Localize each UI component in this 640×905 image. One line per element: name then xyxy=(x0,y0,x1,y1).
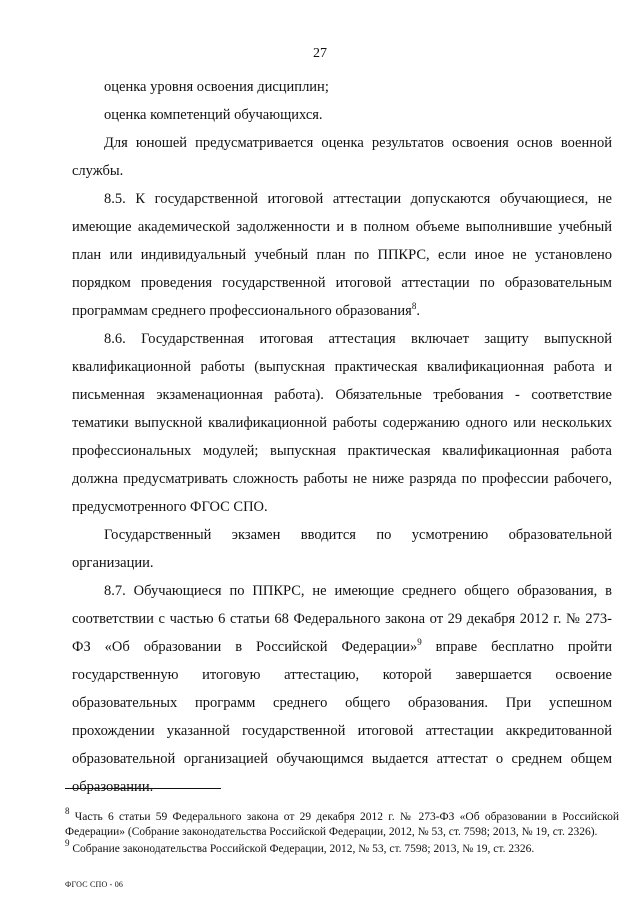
paragraph-military-service: Для юношей предусматривается оценка результатов освоения основ военной службы. xyxy=(72,135,612,179)
footnote-9-number: 9 xyxy=(65,838,70,848)
footnote-ref-9[interactable]: 9 xyxy=(417,637,422,647)
paragraph-8-6: 8.6. Государственная итоговая аттестация включает защиту выпускной квалификационной работы (выпускная практическая квалификационная работа и письменная экзаменационная работа). Обязательные требования - соответствие тематики выпускной квалификационной работы содержанию одного или нескольких профессиональных модулей; выпускная практическая квалификационная работа должна предусматривать сложность работы не ниже разряда по профессии рабочего, предусмотренного ФГОС СПО. xyxy=(72,331,612,515)
paragraph-competence-assessment: оценка компетенций обучающихся. xyxy=(104,107,323,123)
paragraph-8-7-start: 8.7. Обучающиеся по ППКРС, не имеющие среднего общего образования, в соответствии с частью 6 статьи 68 Федерального закона от 29 декабря 2012 г. № 273-ФЗ «Об образовании в Российской Федерации» xyxy=(72,583,612,655)
page-number: 27 xyxy=(313,46,327,61)
footnote-ref-8[interactable]: 8 xyxy=(411,301,417,311)
paragraph-discipline-assessment: оценка уровня освоения дисциплин; xyxy=(104,79,329,95)
footnote-9 xyxy=(65,838,619,857)
footnote-8-number: 8 xyxy=(65,806,70,816)
paragraph-8-5 xyxy=(72,185,612,325)
paragraph-state-exam: Государственный экзамен вводится по усмотрению образовательной организации. xyxy=(72,527,612,571)
page-footer: ФГОС СПО - 06 xyxy=(65,880,124,889)
paragraph-8-7-end: вправе бесплатно пройти государственную итоговую аттестацию, которой завершается освоение образовательных программ среднего общего образования. При успешном прохождении указанной государственной итоговой аттестации аккредитованной образовательной организацией обучающимся выдается аттестат о среднем общем образовании. xyxy=(72,639,612,795)
footnote-8-text: Часть 6 статьи 59 Федерального закона от 29 декабря 2012 г. № 273-ФЗ «Об образовании в Российской Федерации» (Собрание законодательства Российской Федерации, 2012, № 53, ст. 7598; 2013, № 19, ст. 2326). xyxy=(65,811,619,838)
footnote-separator xyxy=(65,788,221,789)
footnote-9-text: Собрание законодательства Российской Федерации, 2012, № 53, ст. 7598; 2013, № 19, ст. 2326. xyxy=(69,843,535,855)
footnotes xyxy=(65,806,619,859)
paragraph-8-7 xyxy=(72,577,612,801)
footnote-8 xyxy=(65,806,619,840)
paragraph-8-5-end: . xyxy=(416,303,420,319)
paragraph-8-5-text: 8.5. К государственной итоговой аттестации допускаются обучающиеся, не имеющие академической задолженности и в полном объеме выполнившие учебный план или индивидуальный учебный план по ППКРС, если иное не установлено порядком проведения государственной итоговой аттестации по образовательным программам среднего профессионального образования xyxy=(72,191,612,319)
body-text xyxy=(72,73,612,801)
